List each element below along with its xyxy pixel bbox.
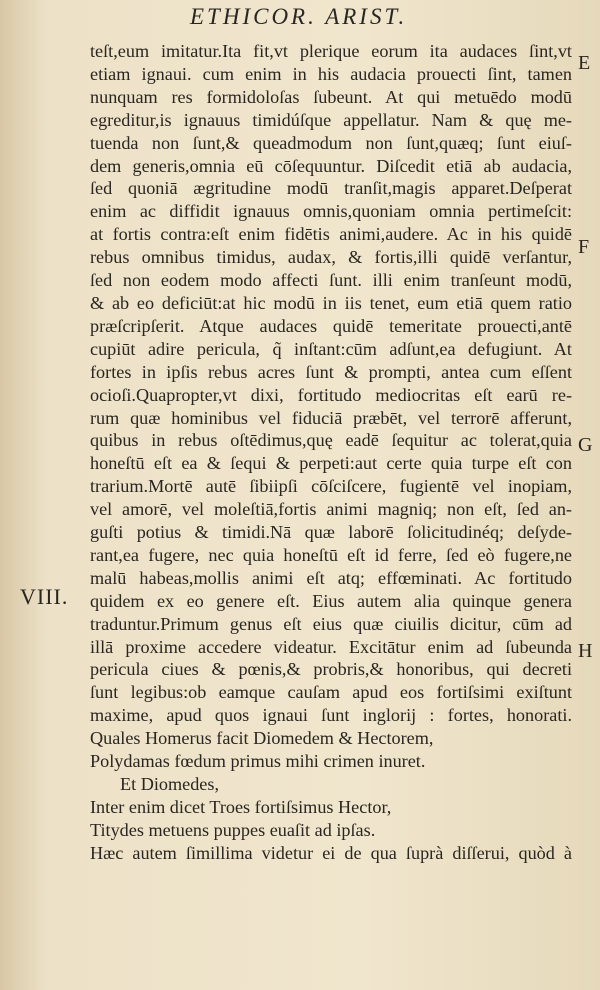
running-head: ETHICOR. ARIST. [190,4,408,29]
text-line: maxime, apud quos ignaui ſunt inglorij : fortes, honorati. [90,705,572,726]
text-line: illā proxime accedere videatur. Excitātur enim ad ſubeunda [90,636,572,657]
margin-letter-e: E [578,52,591,74]
text-line: teſt,eum imitatur.Ita fit,vt plerique eorum ita audaces ſint,vt [90,41,572,61]
margin-letter-f: F [578,236,590,258]
text-line: honeſtū eſt ea & ſequi & perpeti:aut certe quia turpe eſt con [90,453,572,474]
margin-letter-h: H [578,640,593,662]
verse-line: Polydamas fœdum primus mihi crimen inuret. [90,751,426,772]
text-line: ocioſi.Quapropter,vt dixi, fortitudo mediocritas eſt earū re- [90,384,572,405]
body-text [90,40,572,865]
text-line: quidem ex eo genere eſt. Eius autem alia quinque genera [90,590,572,611]
text-line: nunquam res formidoloſas ſubeunt. At qui metuēdo modū [90,86,572,107]
text-line: tuenda non ſunt,& queadmodum non ſunt,quæq; ſunt eiuſ- [90,132,572,153]
text-line: Hæc autem ſimillima videtur ei de qua ſuprà diſſerui, quòd à [90,842,572,863]
text-line: ſunt legibus:ob eamque cauſam apud eos fortiſsimi exiſtunt [90,682,572,703]
chapter-mark: VIII. [20,584,69,609]
text-line: & ab eo deficiūt:at hic modū in iis tenet, eum etiā quem ratio [90,292,572,313]
text-line: pericula ciues & pœnis,& probris,& honoribus, qui decreti [90,659,572,680]
text-line: rebus omnibus timidus, audax, & fortis,illi quidē verſantur, [90,247,572,268]
text-line: dem generis,omnia eū cōſequuntur. Diſcedit etiā ab audacia, [90,155,572,176]
text-line: ſed non eodem modo affecti ſunt. illi enim tranſeunt modū, [90,270,572,291]
text-line: præſcripſerit. Atque audaces quidē temeritate prouecti,antē [90,315,572,336]
text-line: egreditur,is ignauus timidúſque appellatur. Nam & quę me- [90,109,572,130]
text-line: fortes in ipſis rebus acres ſunt & prompti, antea cum eſſent [90,361,572,382]
text-line: etiam ignaui. cum enim in his audacia prouecti ſint, tamen [90,63,572,84]
margin-letter-g: G [578,434,593,456]
text-line: vel amorē, vel moleſtiā,fortis animi magniq; non eſt, ſed an- [90,499,572,520]
text-line: malū habeas,mollis animi eſt atq; effœminati. Ac fortitudo [90,567,572,588]
text-line: trarium.Mortē autē ſibiipſi cōſciſcere, fugientē vel inopiam, [90,476,572,497]
text-line: traduntur.Primum genus eſt eius quæ ciuilis dicitur, cūm ad [90,613,572,634]
text-line: enim ac diffidit ignauus omnis,quoniam omnia pertimeſcit: [90,201,572,222]
verse-line: Titydes metuens puppes euaſit ad ipſas. [90,819,376,840]
text-line: rant,ea fugere, nec quia honeſtū eſt id ferre, ſed eò fugere,ne [90,544,572,565]
text-line: ſed quoniā ægritudine modū tranſit,magis apparet.Deſperat [90,178,572,199]
text-line: rum quæ hominibus vel fiduciā præbēt, vel terrorē afferunt, [90,407,572,428]
text-line: quibus in rebus oſtēdimus,quę eadē ſequitur ac tolerat,quia [90,430,572,451]
verse-line: Quales Homerus facit Diomedem & Hectorem, [90,728,434,749]
text-line: at fortis contra:eſt enim fidētis animi,audere. Ac in his quidē [90,224,572,245]
text-line: cupiūt adire pericula, q̃ inſtant:cūm adſunt,ea defugiunt. At [90,338,572,359]
text-line: guſti potius & timidi.Nā quæ laborē ſolicitudinéq; deſyde- [90,522,572,543]
verse-line: Inter enim dicet Troes fortiſsimus Hector, [90,796,392,817]
verse-line: Et Diomedes, [120,774,220,794]
